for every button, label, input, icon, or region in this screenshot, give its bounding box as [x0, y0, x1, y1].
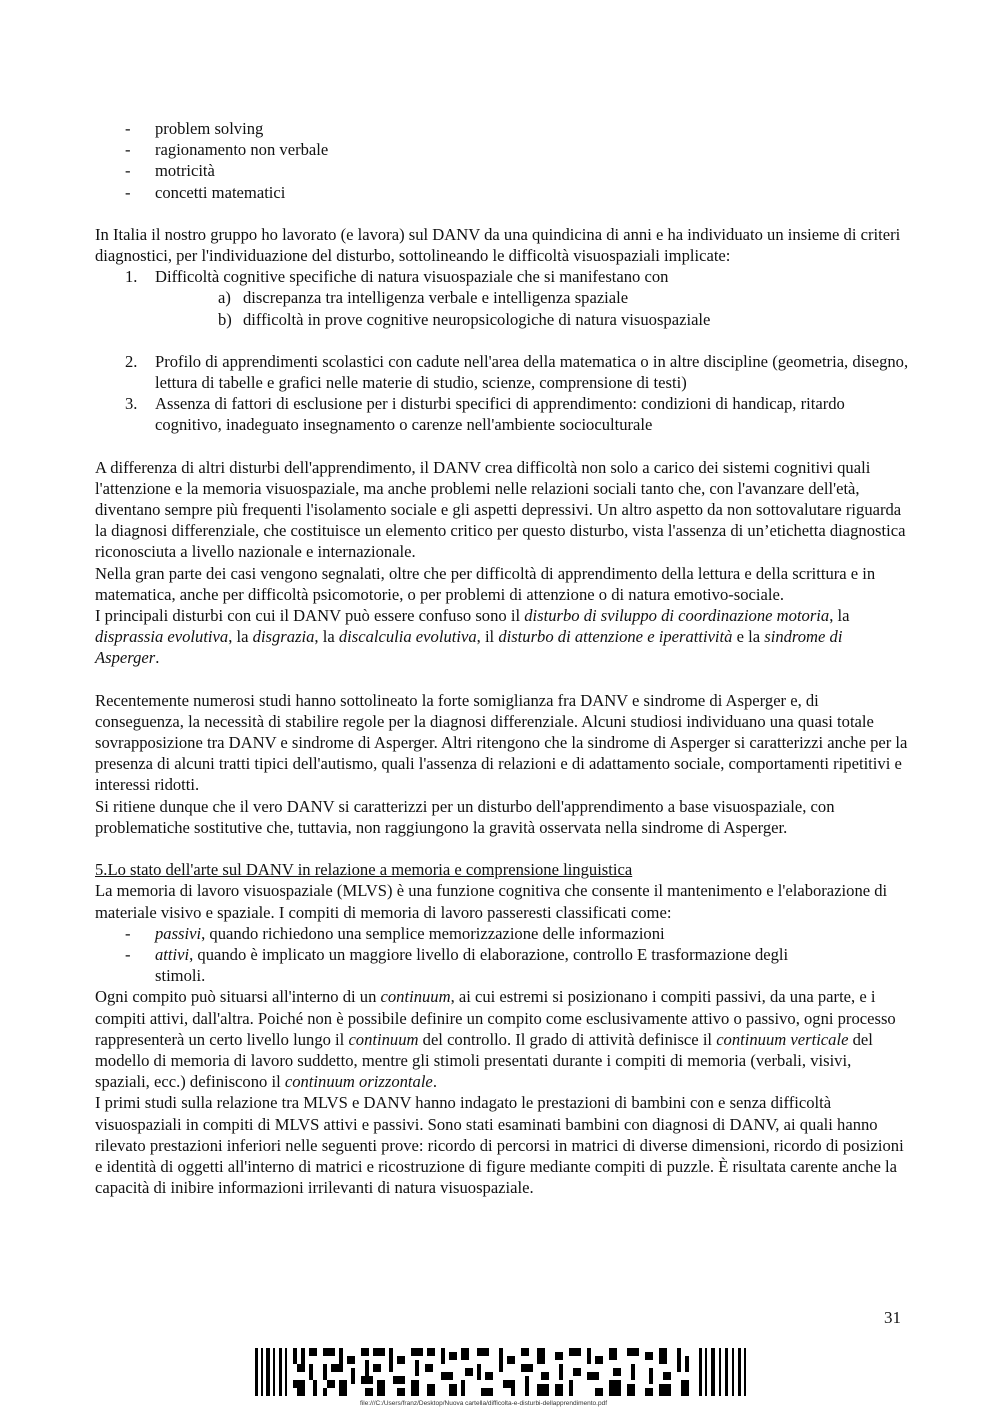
paragraph-reporting: Nella gran parte dei casi vengono segnalati, oltre che per difficoltà di apprendimento della lettura e della scrittura e in matematica, anche per difficoltà psicomotorie, o per problemi di attenzione o di natura emotivo-sociale. [95, 563, 876, 604]
subitem-text: discrepanza tra intelligenza verbale e intelligenza spaziale [243, 288, 629, 308]
criteria-text: Difficoltà cognitive specifiche di natura visuospaziale che si manifestano con [155, 267, 669, 287]
section-heading: 5.Lo stato dell'arte sul DANV in relazione a memoria e comprensione linguistica [95, 860, 633, 880]
criteria-number: 2. [125, 351, 138, 371]
criteria-subitem-a [95, 287, 910, 308]
subitem-letter: a) [218, 288, 231, 308]
paragraph-intro: In Italia il nostro gruppo ho lavorato (e lavora) sul DANV da una quindicina di anni e ha individuato un insieme di criteri diagnostici, per l'individuazione del disturbo, sottolineando le difficoltà visuospaziali implicate: [95, 224, 901, 266]
criteria-item-2 [95, 351, 910, 393]
page-number: 31 [884, 1308, 901, 1327]
criteria-text: Profilo di apprendimenti scolastici con cadute nell'area della matematica o in altre discipline (geometria, disegno, lettura di tabelle e grafici nelle materie di studio, scienze, comprensione di testi) [155, 351, 909, 393]
subitem-text: difficoltà in prove cognitive neuropsicologiche di natura visuospaziale [243, 309, 711, 329]
list-item: - ragionamento non verbale [95, 139, 910, 160]
paragraph-studies: I primi studi sulla relazione tra MLVS e DANV hanno indagato le prestazioni di bambini con e senza difficoltà visuospaziali in compiti di MLVS attivi e passivi. Sono stati esaminati bambini con diagnosi di DANV, ai quali hanno rilevato prestazioni inferiori nelle seguenti prove: ricordo di percorsi in matrici di diverse dimensioni, ricordo di posizioni e identità di oggetti all'interno di matrici e ricostruzione di figure mediante compiti di puzzle. È risultata carente anche la capacità di inibire informazioni irrilevanti di natura visuospaziale. [95, 1093, 904, 1198]
list-item: - motricità [95, 160, 910, 181]
paragraph-mlvs: La memoria di lavoro visuospaziale (MLVS) è una funzione cognitiva che consente il mantenimento e l'elaborazione di materiale visivo e spaziale. I compiti di memoria di lavoro passeresti classificati come: [95, 881, 888, 922]
barcode-icon [255, 1348, 747, 1396]
criteria-text: Assenza di fattori di esclusione per i disturbi specifici di apprendimento: condizioni di handicap, ritardo cognitivo, inadeguato insegnamento o carenze nell'ambiente socioculturale [155, 394, 845, 435]
criteria-number: 1. [125, 267, 138, 287]
criteria-item-3 [95, 393, 910, 435]
criteria-list [95, 266, 910, 435]
criteria-item-1 [95, 266, 910, 287]
paragraph-differential-disorders: I principali disturbi con cui il DANV può essere confuso sono il disturbo di sviluppo di coordinazione motoria, la disprassia evolutiva, la disgrazia, la discalculia evolutiva, il disturbo di attenzione e iperattività e la sindrome di Asperger. [95, 606, 850, 668]
list-item: - problem solving [95, 118, 910, 139]
list-item: - concetti matematici [95, 182, 910, 203]
paragraph-asperger: Recentemente numerosi studi hanno sottolineato la forte somiglianza fra DANV e sindrome di Asperger e, di conseguenza, la necessità di stabilire regole per la diagnosi differenziale. Alcuni studiosi individuano una quasi totale sovrapposizione tra DANV e sindrome di Asperger. Altri ritengono che la sindrome di Asperger si caratterizzi anche per la presenza di alcuni tratti tipici dell'autismo, quali l'assenza di relazioni e di adattamento sociale, comportamenti ripetitivi e interessi ridotti. [95, 690, 908, 795]
paragraph-true-danv: Si ritiene dunque che il vero DANV si caratterizzi per un disturbo dell'apprendimento a base visuospaziale, con problematiche sostitutive che, tuttavia, non raggiungono la gravità osservata nella sindrome di Asperger. [95, 796, 835, 837]
list-item-passive: - passivi, quando richiedono una semplice memorizzazione delle informazioni [95, 923, 910, 944]
file-path: file:///C:/Users/franz/Desktop/Nuova cartella/difficolta-e-disturbi-dellapprendimento.pdf [360, 1400, 607, 1407]
skills-list [95, 118, 910, 203]
body-text [95, 118, 910, 1198]
task-list [95, 923, 910, 987]
criteria-subitem-b [95, 309, 910, 330]
paragraph-continuum: Ogni compito può situarsi all'interno di un continuum, ai cui estremi si posizionano i compiti passivi, da una parte, e i compiti attivi, dall'altra. Poiché non è possibile definire un compito come esclusivamente attivo o passivo, ogni processo rappresenterà un certo livello lungo il continuum del controllo. Il grado di attività definisce il continuum verticale del modello di memoria di lavoro suddetto, mentre gli stimoli presentati durante i compiti di memoria (verbali, visivi, spaziali, ecc.) definiscono il continuum orizzontale. [95, 987, 896, 1092]
paragraph-danv-difficulties: A differenza di altri disturbi dell'apprendimento, il DANV crea difficoltà non solo a carico dei sistemi cognitivi quali l'attenzione e la memoria visuospaziale, ma anche problemi nelle relazioni sociali tanto che, con l'avanzare dell'età, diventano sempre più frequenti l'isolamento sociale e gli aspetti depressivi. Un altro aspetto da non sottovalutare riguarda la diagnosi differenziale, che costituisce un elemento critico per questo disturbo, vista l'assenza di un’etichetta diagnostica riconosciuta a livello nazionale e internazionale. [95, 457, 906, 562]
criteria-number: 3. [125, 394, 138, 414]
list-item-active: - attivi, quando è implicato un maggiore livello di elaborazione, controllo E trasformazione degli stimoli. [95, 944, 910, 986]
subitem-letter: b) [218, 309, 232, 329]
